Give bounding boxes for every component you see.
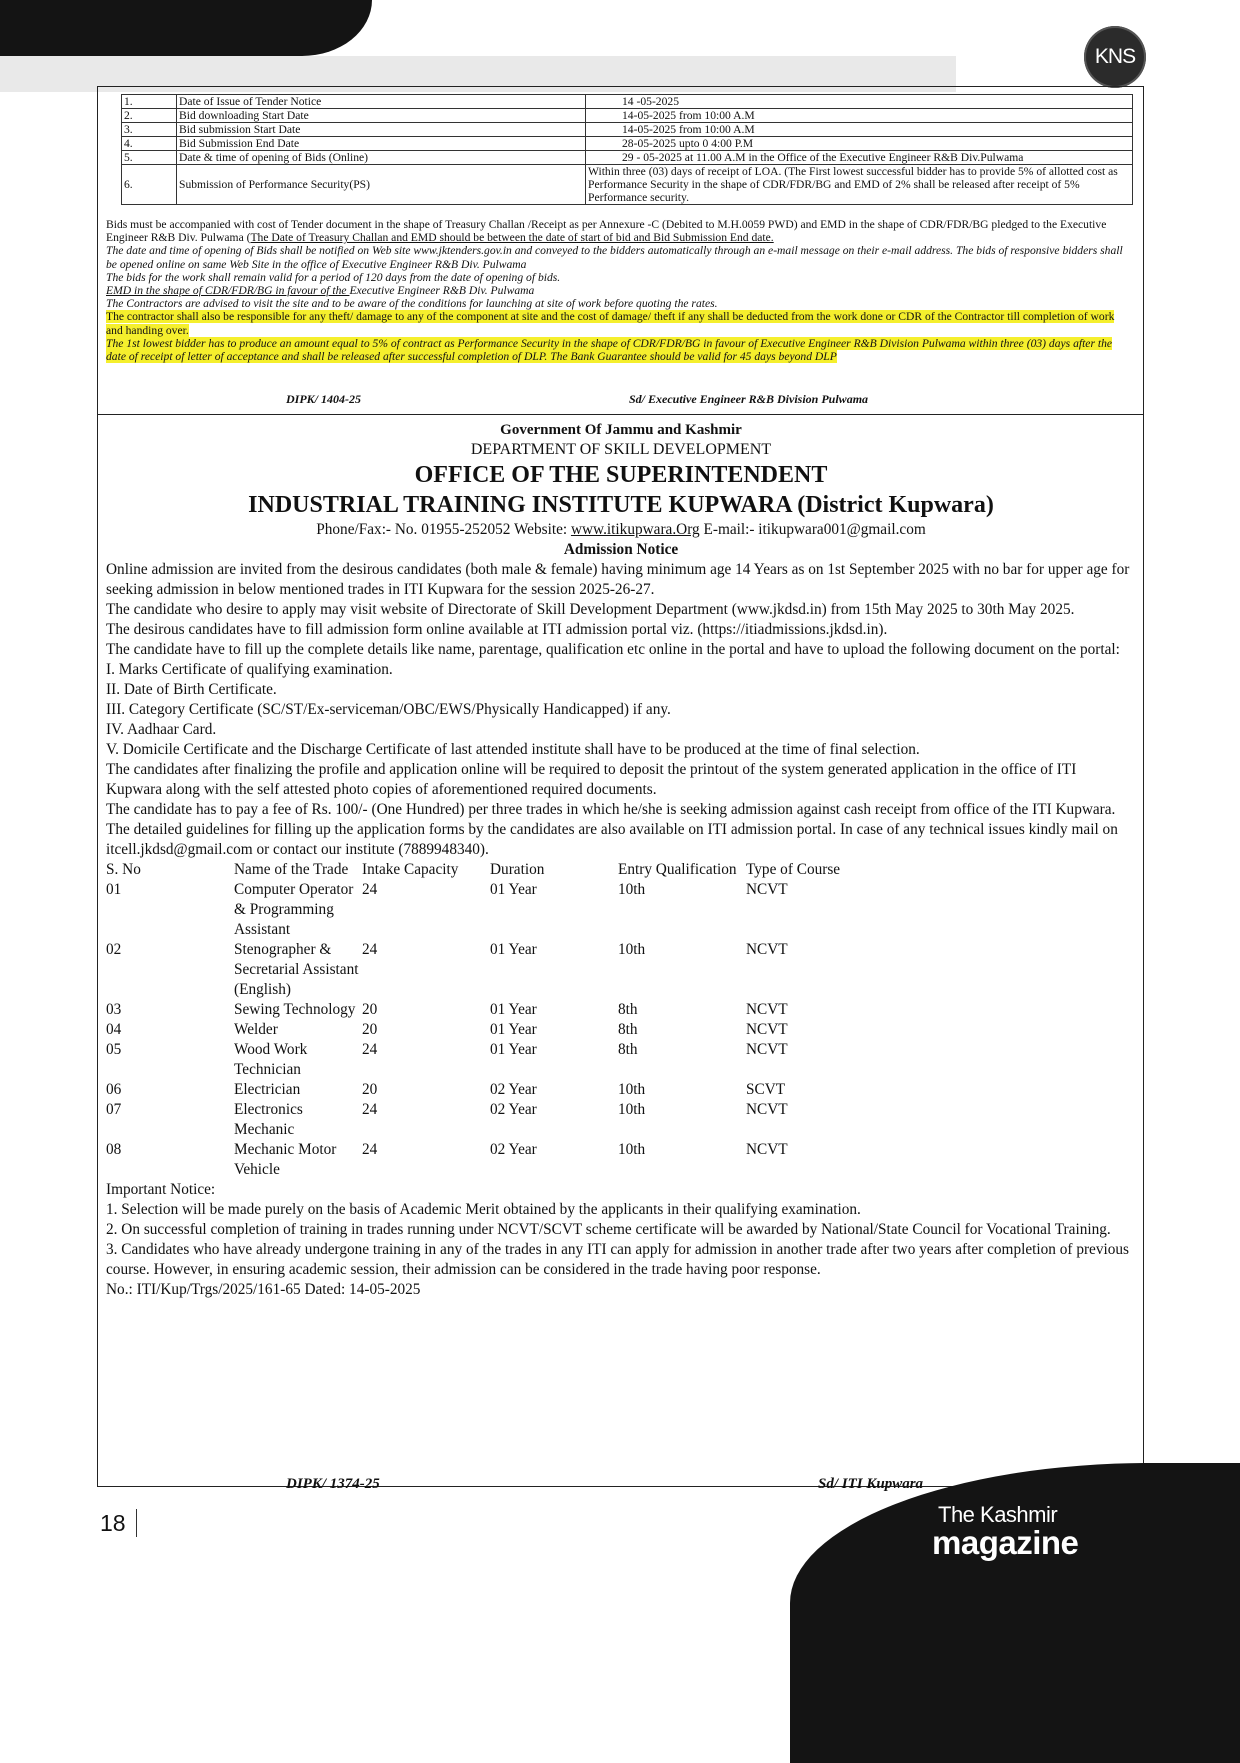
notice-paragraph: The candidates after finalizing the profile and application online will be required to deposit the printout of the system generated application in the office of ITI Kupwara along with the self attested photo copies of aforementioned required documents. xyxy=(106,761,1077,798)
row-item: Date of Issue of Tender Notice xyxy=(177,95,586,109)
table-row xyxy=(106,1040,906,1080)
important-notice-title: Important Notice: xyxy=(106,1181,216,1198)
sno-cell: 02 xyxy=(106,941,122,958)
row-number: 4. xyxy=(122,137,177,151)
row-value: 14 -05-2025 xyxy=(586,95,1133,109)
tender-note xyxy=(106,284,1128,297)
duration-cell: 01 Year xyxy=(490,941,537,958)
institute-heading: INDUSTRIAL TRAINING INSTITUTE KUPWARA (District Kupwara) xyxy=(248,492,994,518)
tender-note-text: Executive Engineer R&B Div. Pulwama xyxy=(349,284,535,298)
course-type-cell: NCVT xyxy=(746,1141,788,1158)
tender-schedule-table xyxy=(121,94,1133,205)
sno-cell: 06 xyxy=(106,1081,122,1098)
table-row xyxy=(122,137,1133,151)
phone-text: Phone/Fax:- No. 01955-252052 Website: xyxy=(316,521,571,538)
row-item: Bid submission Start Date xyxy=(177,123,586,137)
row-number: 1. xyxy=(122,95,177,109)
duration-cell: 01 Year xyxy=(490,1021,537,1038)
tender-conditions xyxy=(106,218,1128,363)
column-header: Duration xyxy=(490,861,545,878)
notice-paragraph: The candidate have to fill up the complete details like name, parentage, qualification etc online in the portal and have to upload the following document on the portal: xyxy=(106,641,1120,658)
sno-cell: 04 xyxy=(106,1021,122,1038)
table-row xyxy=(122,95,1133,109)
tender-note-underlined: EMD in the shape of CDR/FDR/BG in favour of the xyxy=(106,284,350,298)
email-text: E-mail:- itikupwara001@gmail.com xyxy=(699,521,926,538)
row-number: 2. xyxy=(122,109,177,123)
table-header-row xyxy=(106,860,906,880)
sno-cell: 01 xyxy=(106,881,122,898)
notice-paragraph: The desirous candidates have to fill admission form online available at ITI admission portal viz. (https://itiadmissions.jkdsd.in). xyxy=(106,621,888,638)
important-item: 3. Candidates who have already undergone training in any of the trades in any ITI can apply for admission in another trade after two years after completion of previous course. However, in ensuring academic session, their admission can be considered in the trade having poor response. xyxy=(106,1241,1129,1278)
document-item: IV. Aadhaar Card. xyxy=(106,721,217,738)
contact-line xyxy=(106,520,1136,540)
notice-paragraph: The candidate who desire to apply may visit website of Directorate of Skill Development Department (www.jkdsd.in) from 15th May 2025 to 30th May 2025. xyxy=(106,601,1075,618)
duration-cell: 01 Year xyxy=(490,881,537,898)
column-header: Entry Qualification xyxy=(618,861,737,878)
website-link[interactable]: www.itikupwara.Org xyxy=(570,521,700,538)
table-row xyxy=(122,165,1133,205)
header-black-band xyxy=(0,0,372,56)
intake-cell: 24 xyxy=(362,1101,378,1118)
qualification-cell: 8th xyxy=(618,1001,638,1018)
iti-admission-notice xyxy=(106,420,1136,1300)
row-value: 29 - 05-2025 at 11.00 A.M in the Office of the Executive Engineer R&B Div.Pulwama xyxy=(586,151,1133,165)
course-type-cell: NCVT xyxy=(746,1041,788,1058)
tender-note-underlined: The Date of Treasury Challan and EMD should be between the date of start of bid and Bid Submission End date. xyxy=(250,231,774,245)
government-heading: Government Of Jammu and Kashmir xyxy=(500,422,742,438)
tender-dipk-number: DIPK/ 1404-25 xyxy=(286,392,361,406)
document-item: III. Category Certificate (SC/ST/Ex-serviceman/OBC/EWS/Physically Handicapped) if any. xyxy=(106,701,671,718)
row-item: Bid downloading Start Date xyxy=(177,109,586,123)
intake-cell: 20 xyxy=(362,1001,378,1018)
table-row xyxy=(106,1080,906,1100)
advertisement-frame xyxy=(97,86,1144,1492)
iti-dipk-number: DIPK/ 1374-25 xyxy=(286,1476,380,1492)
table-row xyxy=(106,1140,906,1180)
magazine-logo-line2: magazine xyxy=(932,1524,1079,1561)
trade-name-cell: Welder xyxy=(234,1021,278,1038)
qualification-cell: 8th xyxy=(618,1021,638,1038)
duration-cell: 01 Year xyxy=(490,1001,537,1018)
table-row xyxy=(106,880,906,940)
document-item: V. Domicile Certificate and the Discharge Certificate of last attended institute shall have to be produced at the time of final selection. xyxy=(106,741,920,758)
row-value: 14-05-2025 from 10:00 A.M xyxy=(586,123,1133,137)
qualification-cell: 10th xyxy=(618,1081,646,1098)
table-row xyxy=(106,1100,906,1140)
qualification-cell: 10th xyxy=(618,1101,646,1118)
trade-name-cell: Sewing Technology xyxy=(234,1001,356,1018)
magazine-logo xyxy=(932,1504,1078,1559)
table-row xyxy=(122,151,1133,165)
magazine-logo-line1: The Kashmir xyxy=(938,1502,1058,1527)
qualification-cell: 8th xyxy=(618,1041,638,1058)
highlight: The contractor shall also be responsible for any theft/ damage to any of the component at site and the cost of damage/ theft if any shall be deducted from the work done or CDR of the Contractor till completion of work and handing over. xyxy=(106,310,1115,337)
highlight: The 1st lowest bidder has to produce an amount equal to 5% of contract as Performance Security in the shape of CDR/FDR/BG in favour of Executive Engineer R&B Division Pulwama within three (03) days after the date of receipt of letter of acceptance and shall be released after successful completion of DLP. The Bank Guarantee should be valid for 45 days beyond DLP xyxy=(106,336,1113,364)
important-item: 1. Selection will be made purely on the basis of Academic Merit obtained by the applicants in their qualifying examination. xyxy=(106,1201,861,1218)
qualification-cell: 10th xyxy=(618,881,646,898)
office-heading: OFFICE OF THE SUPERINTENDENT xyxy=(414,462,828,488)
tender-note: The Contractors are advised to visit the site and to be aware of the conditions for launching at site of work before quoting the rates. xyxy=(106,297,718,311)
row-number: 6. xyxy=(122,165,177,205)
trade-name-cell: Mechanic Motor Vehicle xyxy=(234,1141,337,1178)
tender-note: The bids for the work shall remain valid for a period of 120 days from the date of opening of bids. xyxy=(106,270,561,284)
row-number: 5. xyxy=(122,151,177,165)
iti-signature: Sd/ ITI Kupwara xyxy=(818,1476,924,1492)
trade-name-cell: Computer Operator & Programming Assistant xyxy=(234,881,354,938)
duration-cell: 02 Year xyxy=(490,1141,537,1158)
duration-cell: 02 Year xyxy=(490,1081,537,1098)
kns-logo: KNS xyxy=(1084,26,1146,88)
row-value: 28-05-2025 upto 0 4:00 P.M xyxy=(586,137,1133,151)
table-row xyxy=(106,1000,906,1020)
reference-number: No.: ITI/Kup/Trgs/2025/161-65 Dated: 14-05-2025 xyxy=(106,1281,421,1298)
intake-cell: 24 xyxy=(362,1041,378,1058)
course-type-cell: NCVT xyxy=(746,1021,788,1038)
row-number: 3. xyxy=(122,123,177,137)
intake-cell: 24 xyxy=(362,881,378,898)
intake-cell: 20 xyxy=(362,1021,378,1038)
table-row xyxy=(122,123,1133,137)
tender-note: The date and time of opening of Bids shall be notified on Web site www.jktenders.gov.in and conveyed to the bidders automatically through an e-mail message on their e-mail address. The bids of responsive bidders shall be opened online on same Web Site in the office of Executive Engineer R&B Div. Pulwama xyxy=(106,244,1123,271)
important-item: 2. On successful completion of training in trades running under NCVT/SCVT scheme certificate will be awarded by National/State Council for Vocational Training. xyxy=(106,1221,1111,1238)
course-type-cell: NCVT xyxy=(746,1101,788,1118)
row-item: Date & time of opening of Bids (Online) xyxy=(177,151,586,165)
row-item: Bid Submission End Date xyxy=(177,137,586,151)
course-type-cell: SCVT xyxy=(746,1081,786,1098)
tender-signature: Sd/ Executive Engineer R&B Division Pulwama xyxy=(629,392,869,406)
course-type-cell: NCVT xyxy=(746,881,788,898)
intake-cell: 24 xyxy=(362,1141,378,1158)
duration-cell: 01 Year xyxy=(490,1041,537,1058)
sno-cell: 07 xyxy=(106,1101,122,1118)
column-header: Intake Capacity xyxy=(362,861,459,878)
tender-note-highlighted xyxy=(106,310,1128,336)
notice-paragraph: Online admission are invited from the desirous candidates (both male & female) having minimum age 14 Years as on 1st September 2025 with no bar for upper age for seeking admission in below mentioned trades in ITI Kupwara for the session 2025-26-27. xyxy=(106,561,1130,598)
table-row xyxy=(122,109,1133,123)
tender-notice xyxy=(98,87,1143,415)
column-header: Name of the Trade xyxy=(234,861,349,878)
row-value: 14-05-2025 from 10:00 A.M xyxy=(586,109,1133,123)
department-heading: DEPARTMENT OF SKILL DEVELOPMENT xyxy=(470,441,772,458)
column-header: S. No xyxy=(106,861,141,878)
tender-note-highlighted xyxy=(106,337,1128,363)
notice-paragraph: The candidate has to pay a fee of Rs. 100/- (One Hundred) per three trades in which he/she is seeking admission against cash receipt from office of the ITI Kupwara. xyxy=(106,801,1116,818)
column-header: Type of Course xyxy=(746,861,841,878)
row-value: Within three (03) days of receipt of LOA. (The First lowest successful bidder has to provide 5% of allotted cost as Performance Security in the shape of CDR/FDR/BG and EMD of 2% shall be released after receipt of 5% Performance security. xyxy=(586,165,1133,205)
trades-table xyxy=(106,860,906,1180)
trade-name-cell: Electrician xyxy=(234,1081,301,1098)
notice-paragraph: The detailed guidelines for filling up the application forms by the candidates are also available on ITI admission portal. In case of any technical issues kindly mail on itcell.jkdsd@gmail.com or contact our institute (7889948340). xyxy=(106,821,1118,858)
intake-cell: 20 xyxy=(362,1081,378,1098)
trade-name-cell: Stenographer & Secretarial Assistant (English) xyxy=(234,941,359,998)
course-type-cell: NCVT xyxy=(746,941,788,958)
row-item: Submission of Performance Security(PS) xyxy=(177,165,586,205)
intake-cell: 24 xyxy=(362,941,378,958)
page-number: 18 xyxy=(100,1509,137,1537)
qualification-cell: 10th xyxy=(618,1141,646,1158)
tender-note-text: Bids must be accompanied with cost of Tender document in the shape of Treasury Challan /Receipt as per Annexure -C (Debited to M.H.0059 PWD) and EMD in the shape of CDR/FDR/BG pledged to the Executive Engineer R&B Div. Pulwama ( xyxy=(106,218,1107,245)
sno-cell: 05 xyxy=(106,1041,122,1058)
sno-cell: 03 xyxy=(106,1001,122,1018)
table-row xyxy=(106,940,906,1000)
duration-cell: 02 Year xyxy=(490,1101,537,1118)
qualification-cell: 10th xyxy=(618,941,646,958)
trade-name-cell: Electronics Mechanic xyxy=(234,1101,303,1138)
sno-cell: 08 xyxy=(106,1141,122,1158)
course-type-cell: NCVT xyxy=(746,1001,788,1018)
document-item: II. Date of Birth Certificate. xyxy=(106,681,277,698)
trade-name-cell: Wood Work Technician xyxy=(234,1041,308,1078)
notice-title: Admission Notice xyxy=(563,541,679,558)
document-item: I. Marks Certificate of qualifying examination. xyxy=(106,661,393,678)
table-row xyxy=(106,1020,906,1040)
tender-note xyxy=(106,218,1128,244)
